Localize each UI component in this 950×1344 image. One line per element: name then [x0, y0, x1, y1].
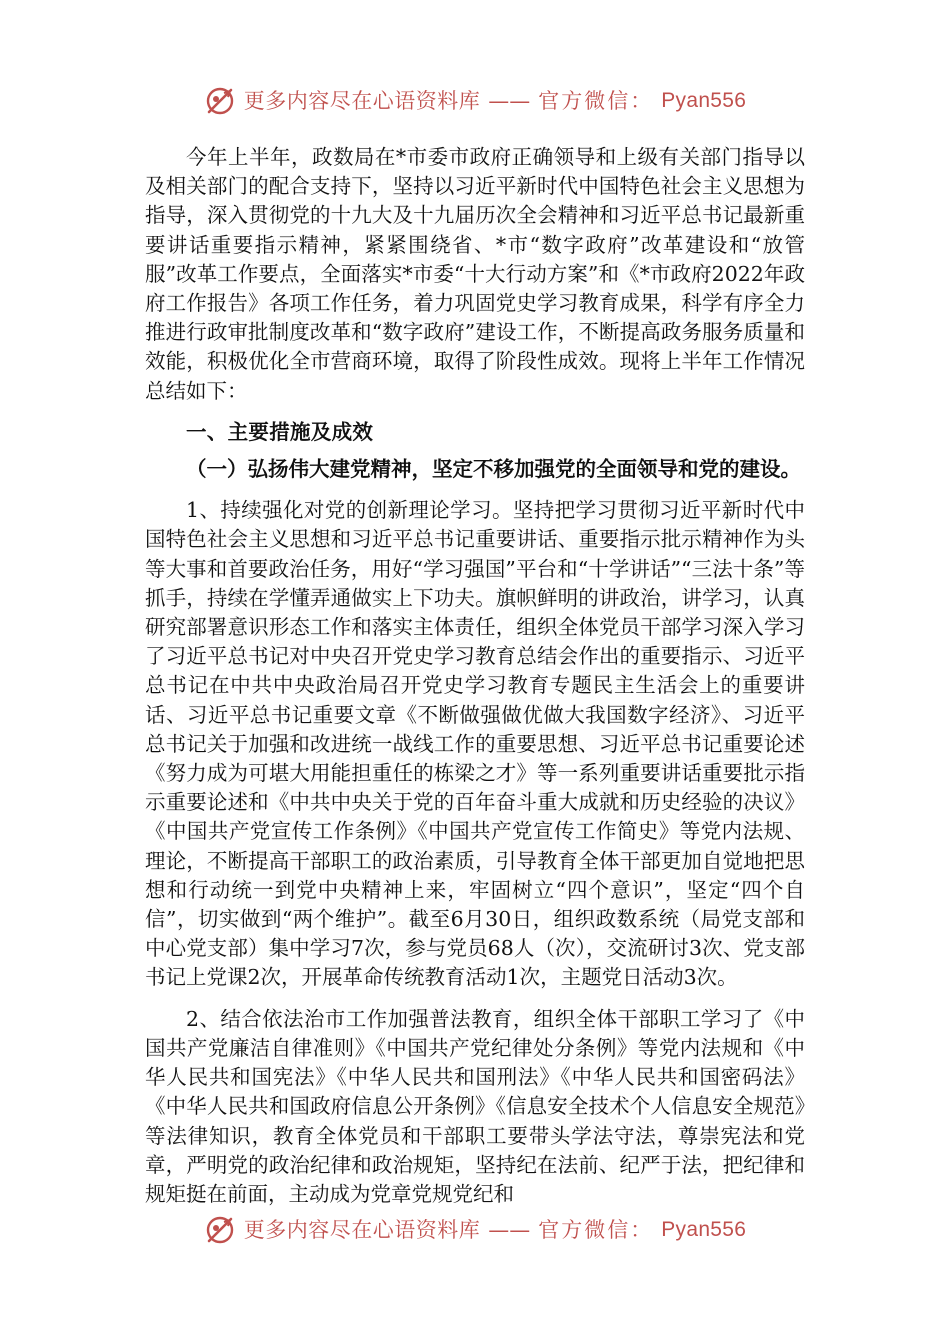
section-heading: 一、主要措施及成效 [186, 419, 374, 444]
subsection-heading: （一）弘扬伟大建党精神，坚定不移加强党的全面领导和党的建设。 [186, 457, 801, 482]
item-1-paragraph: 1、持续强化对党的创新理论学习。坚持把学习贯彻习近平新时代中国特色社会主义思想和习近平总书记重要讲话、重要指示批示精神作为头等大事和首要政治任务，用好“学习强国”平台和“十学讲话”“三法十条”等抓手，持续在学懂弄通做实上下功夫。旗帜鲜明的讲政治，讲学习，认真研究部署意识形态工作和落实主体责任，组织全体党员干部学习深入学习了习近平总书记对中央召开党史学习教育总结会作出的重要指示、习近平总书记在中共中央政治局召开党史学习教育专题民主生活会上的重要讲话、习近平总书记重要文章《不断做强做优做大我国数字经济》、习近平总书记关于加强和改进统一战线工作的重要思想、习近平总书记重要论述《努力成为可堪大用能担重任的栋梁之才》等一系列重要讲话重要批示指示重要论述和《中共中央关于党的百年奋斗重大成就和历史经验的决议》《中国共产党宣传工作条例》《中国共产党宣传工作简史》等党内法规、理论，不断提高干部职工的政治素质，引导教育全体干部更加自觉地把思想和行动统一到党中央精神上来，牢固树立“四个意识”，坚定“四个自信”，切实做到“两个维护”。截至6月30日，组织政数系统（局党支部和中心党支部）集中学习7次，参与党员68人（次），交流研讨3次、党支部书记上党课2次，开展革命传统教育活动1次，主题党日活动3次。 [145, 498, 805, 990]
watermark-label: 官方微信： [538, 89, 654, 113]
watermark-dash: —— [488, 89, 531, 113]
document-body [145, 143, 805, 1209]
intro-paragraph: 今年上半年，政数局在*市委市政府正确领导和上级有关部门指导以及相关部门的配合支持下，坚持以习近平新时代中国特色社会主义思想为指导，深入贯彻党的十九大及十九届历次全会精神和习近平总书记最新重要讲话重要指示精神，紧紧围绕省、*市“数字政府”改革建设和“放管服”改革工作要点，全面落实*市委“十大行动方案”和《*市政府2022年政府工作报告》各项工作任务，着力巩固党史学习教育成果，科学有序全力推进行政审批制度改革和“数字政府”建设工作，不断提高政务服务质量和效能，积极优化全市营商环境，取得了阶段性成效。现将上半年工作情况总结如下： [145, 145, 805, 403]
logo-icon [204, 1214, 236, 1246]
watermark-dash: —— [488, 1218, 531, 1242]
header-watermark [0, 84, 950, 118]
watermark-brand: 更多内容尽在心语资料库 [243, 1218, 481, 1242]
watermark-brand: 更多内容尽在心语资料库 [243, 89, 481, 113]
watermark-wechat-id: Pyan556 [661, 1218, 747, 1241]
item-2-paragraph: 2、结合依法治市工作加强普法教育，组织全体干部职工学习了《中国共产党廉洁自律准则》《中国共产党纪律处分条例》等党内法规和《中华人民共和国宪法》《中华人民共和国刑法》《中华人民共和国密码法》《中华人民共和国政府信息公开条例》《信息安全技术个人信息安全规范》等法律知识，教育全体党员和干部职工要带头学法守法，尊崇宪法和党章，严明党的政治纪律和政治规矩，坚持纪在法前、纪严于法，把纪律和规矩挺在前面，主动成为党章党规党纪和 [145, 1006, 805, 1206]
footer-watermark [0, 1213, 950, 1247]
watermark-wechat-id: Pyan556 [661, 89, 747, 112]
watermark-label: 官方微信： [538, 1218, 654, 1242]
logo-icon [204, 85, 236, 117]
